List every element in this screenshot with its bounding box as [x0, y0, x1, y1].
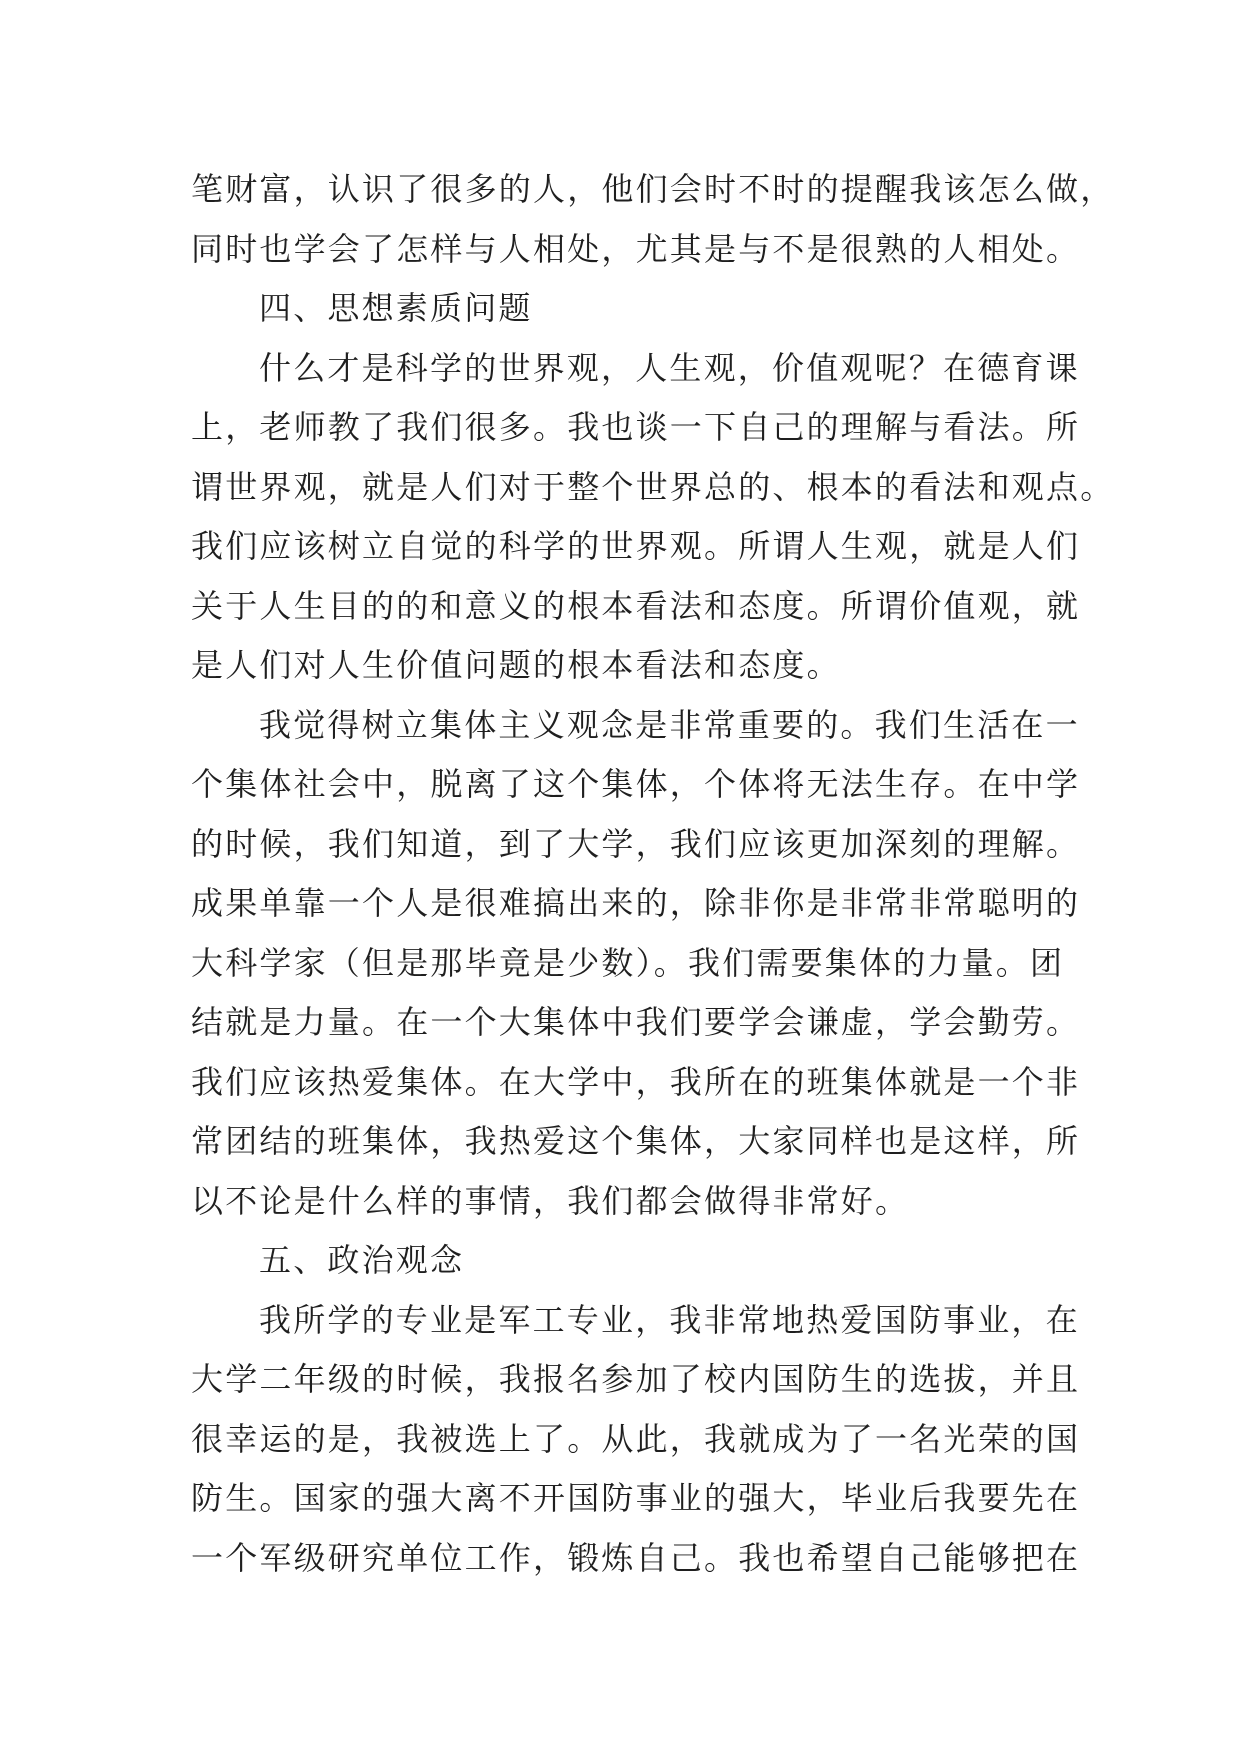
paragraph-line: 大学二年级的时候，我报名参加了校内国防生的选拔，并且: [191, 1360, 1081, 1398]
paragraph-line: 笔财富，认识了很多的人，他们会时不时的提醒我该怎么做，: [191, 170, 1115, 208]
paragraph-line: 我们应该树立自觉的科学的世界观。所谓人生观，就是人们: [191, 527, 1081, 565]
paragraph-line: 很幸运的是，我被选上了。从此，我就成为了一名光荣的国: [191, 1419, 1081, 1458]
paragraph-line: 一个军级研究单位工作，锻炼自己。我也希望自己能够把在: [191, 1538, 1081, 1577]
paragraph-line: 常团结的班集体，我热爱这个集体，大家同样也是这样，所: [191, 1122, 1081, 1160]
paragraph-line: 谓世界观，就是人们对于整个世界总的、根本的看法和观点。: [191, 467, 1115, 506]
body-text: [191, 160, 1115, 1588]
paragraph-line: 是人们对人生价值问题的根本看法和态度。: [191, 646, 841, 684]
paragraph-line: 我所学的专业是军工专业，我非常地热爱国防事业，在: [259, 1300, 1080, 1339]
paragraph-line: 防生。国家的强大离不开国防事业的强大，毕业后我要先在: [191, 1479, 1081, 1517]
paragraph-line: 我觉得树立集体主义观念是非常重要的。我们生活在一: [259, 705, 1080, 744]
paragraph-line: 什么才是科学的世界观，人生观，价值观呢？在德育课: [259, 348, 1080, 387]
paragraph-line: 成果单靠一个人是很难搞出来的，除非你是非常非常聪明的: [191, 884, 1081, 922]
paragraph-line: 上，老师教了我们很多。我也谈一下自己的理解与看法。所: [191, 408, 1081, 446]
paragraph-line: 结就是力量。在一个大集体中我们要学会谦虚，学会勤劳。: [191, 1003, 1081, 1041]
paragraph-line: 以不论是什么样的事情，我们都会做得非常好。: [191, 1181, 910, 1220]
section-heading: 四、思想素质问题: [259, 289, 533, 327]
paragraph-line: 我们应该热爱集体。在大学中，我所在的班集体就是一个非: [191, 1062, 1081, 1101]
paragraph-line: 大科学家（但是那毕竟是少数）。我们需要集体的力量。团: [191, 943, 1065, 982]
paragraph-line: 的时候，我们知道，到了大学，我们应该更加深刻的理解。: [191, 824, 1081, 863]
paragraph-line: 关于人生目的的和意义的根本看法和态度。所谓价值观，就: [191, 586, 1081, 625]
section-heading: 五、政治观念: [259, 1241, 465, 1279]
paragraph-line: 个集体社会中，脱离了这个集体，个体将无法生存。在中学: [191, 765, 1081, 803]
paragraph-line: 同时也学会了怎样与人相处，尤其是与不是很熟的人相处。: [191, 229, 1081, 268]
